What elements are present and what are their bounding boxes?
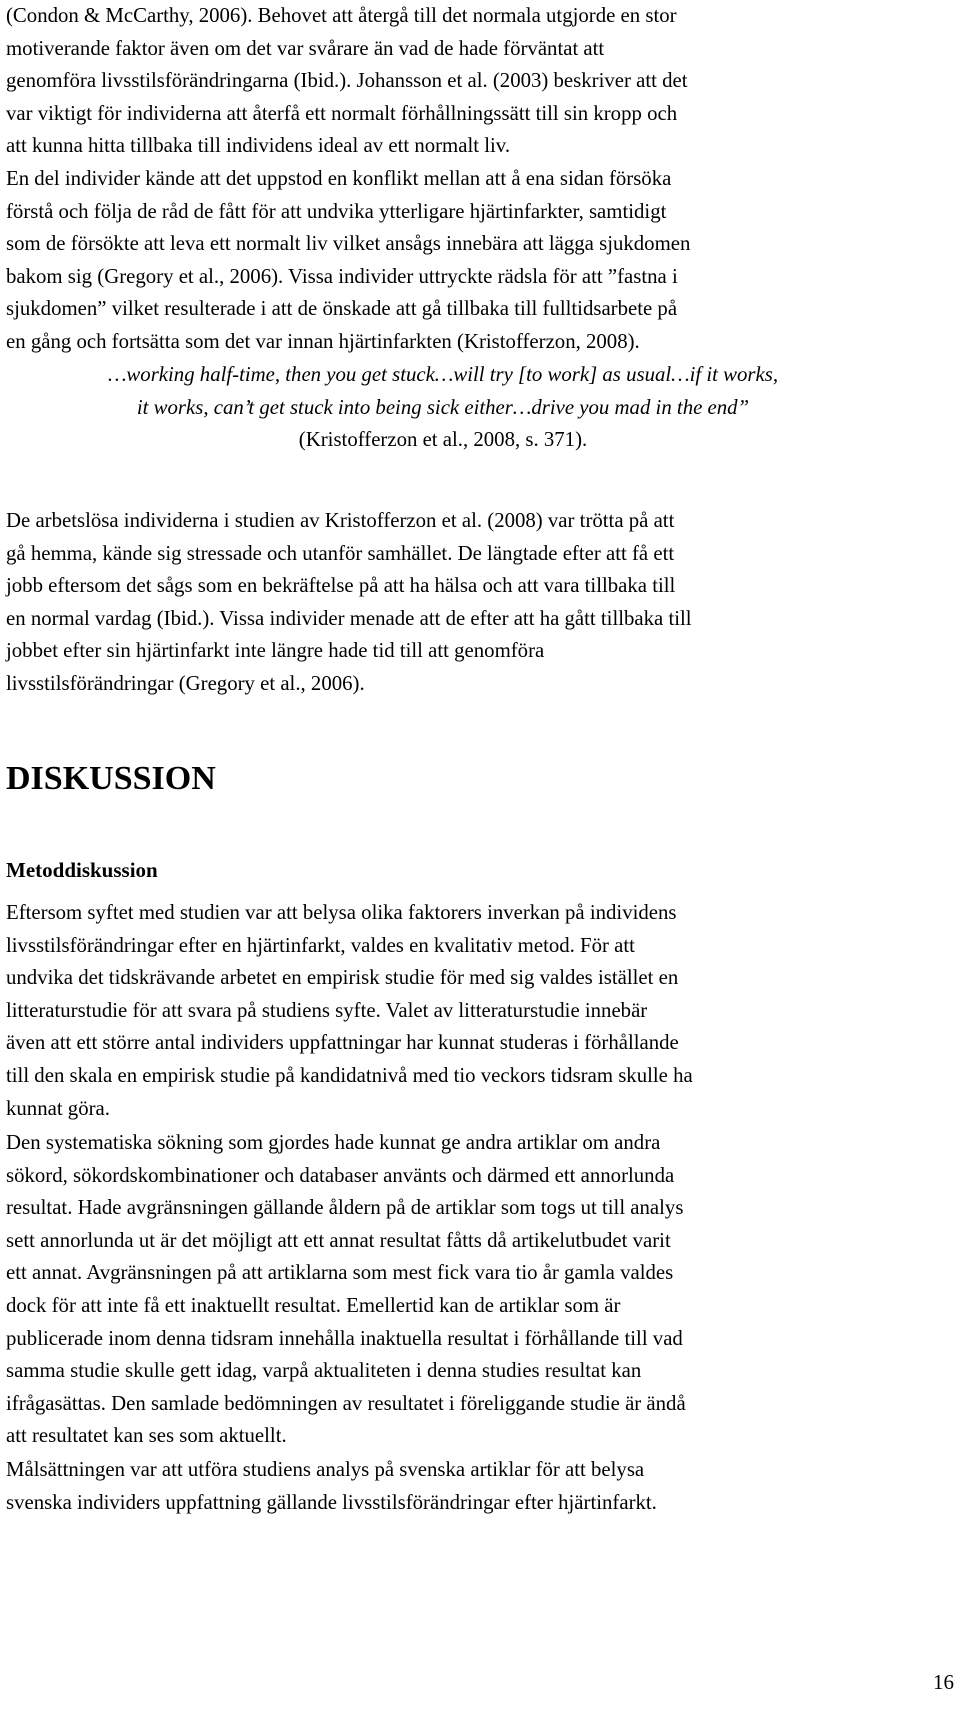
text-line: att resultatet kan ses som aktuellt.: [6, 1424, 287, 1448]
text-line: sökord, sökordskombinationer och databaser använts och därmed ett annorlunda: [6, 1163, 675, 1187]
text-line: kunnat göra.: [6, 1096, 110, 1120]
block-quote: [6, 359, 880, 457]
subsection-heading: Metoddiskussion: [6, 858, 158, 882]
text-line: till den skala en empirisk studie på kandidatnivå med tio veckors tidsram skulle ha: [6, 1063, 693, 1087]
text-line: bakom sig (Gregory et al., 2006). Vissa individer uttryckte rädsla för att ”fastna i: [6, 264, 678, 288]
section-heading: DISKUSSION: [6, 760, 216, 797]
text-line: motiverande faktor även om det var svårare än vad de hade förväntat att: [6, 36, 605, 60]
paragraph-conflict: [6, 163, 880, 359]
quote-line: it works, can’t get stuck into being sick either…drive you mad in the end”: [136, 395, 750, 419]
text-line: livsstilsförändringar (Gregory et al., 2006).: [6, 671, 365, 695]
text-line: En del individer kände att det uppstod en konflikt mellan att å ena sidan försöka: [6, 167, 672, 190]
paragraph-method: [6, 897, 880, 1125]
text-line: gå hemma, kände sig stressade och utanför samhället. De längtade efter att få ett: [6, 541, 675, 565]
text-line: svenska individers uppfattning gällande livsstilsförändringar efter hjärtinfarkt.: [6, 1490, 657, 1514]
paragraph-search: [6, 1127, 880, 1453]
quote-citation: (Kristofferzon et al., 2008, s. 371).: [298, 428, 588, 452]
text-line: en normal vardag (Ibid.). Vissa individer menade att de efter att ha gått tillbaka till: [6, 606, 692, 630]
text-line: Eftersom syftet med studien var att belysa olika faktorers inverkan på individens: [6, 901, 677, 924]
text-line: förstå och följa de råd de fått för att undvika ytterligare hjärtinfarkter, samtidigt: [6, 199, 667, 223]
text-line: samma studie skulle gett idag, varpå aktualiteten i denna studies resultat kan: [6, 1359, 642, 1383]
quote-line: …working half-time, then you get stuck…will try [to work] as usual…if it works,: [107, 363, 779, 386]
text-line: sett annorlunda ut är det möjligt att ett annat resultat fåtts då artikelutbudet varit: [6, 1228, 671, 1252]
text-line: en gång och fortsätta som det var innan hjärtinfarkten (Kristofferzon, 2008).: [6, 329, 640, 353]
text-line: livsstilsförändringar efter en hjärtinfarkt, valdes en kvalitativ metod. För att: [6, 933, 635, 957]
text-line: jobb eftersom det sågs som en bekräftelse på att ha hälsa och att vara tillbaka till: [6, 574, 676, 598]
text-line: resultat. Hade avgränsningen gällande åldern på de artiklar som togs ut till analys: [6, 1196, 684, 1220]
text-line: (Condon & McCarthy, 2006). Behovet att återgå till det normala utgjorde en stor: [6, 4, 677, 27]
text-line: som de försökte att leva ett normalt liv vilket ansågs innebära att lägga sjukdomen: [6, 232, 691, 256]
text-line: litteraturstudie för att svara på studiens syfte. Valet av litteraturstudie innebär: [6, 998, 648, 1022]
text-line: att kunna hitta tillbaka till individens ideal av ett normalt liv.: [6, 134, 511, 158]
text-line: ifrågasättas. Den samlade bedömningen av resultatet i föreliggande studie är ändå: [6, 1391, 686, 1415]
text-line: De arbetslösa individerna i studien av Kristofferzon et al. (2008) var trötta på att: [6, 509, 675, 532]
text-line: publicerade inom denna tidsram innehålla inaktuella resultat i förhållande till vad: [6, 1326, 683, 1350]
paragraph-goal: [6, 1454, 880, 1519]
text-line: även att ett större antal individers uppfattningar har kunnat studeras i förhållande: [6, 1031, 679, 1055]
text-line: ett annat. Avgränsningen på att artiklarna som mest fick vara tio år gamla valdes: [6, 1261, 674, 1285]
paragraph-unemployed: [6, 505, 880, 701]
paragraph-results-normal-life: [6, 0, 880, 163]
text-line: genomföra livsstilsförändringarna (Ibid.). Johansson et al. (2003) beskriver att det: [6, 69, 688, 93]
text-line: Målsättningen var att utföra studiens analys på svenska artiklar för att belysa: [6, 1458, 645, 1481]
text-line: sjukdomen” vilket resulterade i att de önskade att gå tillbaka till fulltidsarbete på: [6, 297, 678, 321]
text-line: var viktigt för individerna att återfå ett normalt förhållningssätt till sin kropp och: [6, 101, 678, 125]
text-line: Den systematiska sökning som gjordes hade kunnat ge andra artiklar om andra: [6, 1131, 661, 1154]
text-line: undvika det tidskrävande arbetet en empirisk studie för med sig valdes istället en: [6, 966, 679, 990]
text-line: jobbet efter sin hjärtinfarkt inte längre hade tid till att genomföra: [6, 639, 545, 663]
page-number: 16: [933, 1670, 954, 1694]
text-line: dock för att inte få ett inaktuellt resultat. Emellertid kan de artiklar som är: [6, 1293, 621, 1317]
